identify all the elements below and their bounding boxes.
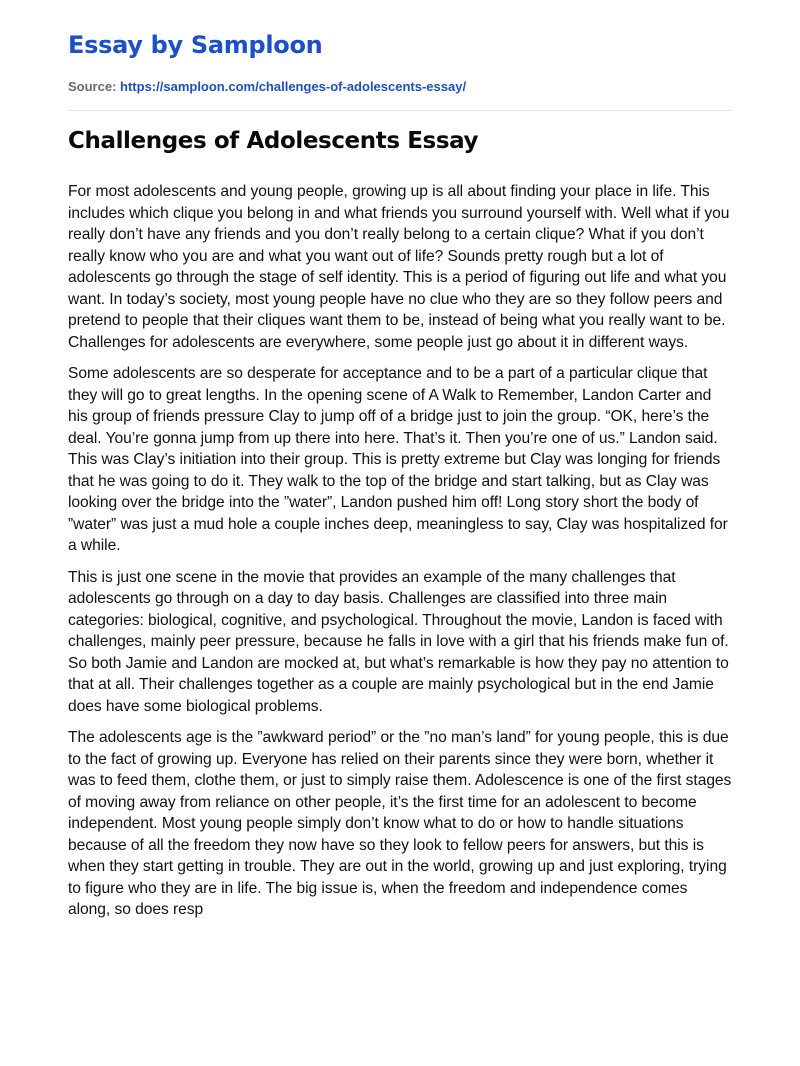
essay-paragraph: Some adolescents are so desperate for acceptance and to be a part of a particular clique that they will go to great lengths. In the opening scene of A Walk to Remember, Landon Carter and his group of friends pressure Clay to jump off of a bridge just to join the group. “OK, here’s the deal. You’re gonna jump from up there into here. That’s it. Then you’re one of us.” Landon said. This was Clay’s initiation into their group. This is pretty extreme but Clay was longing for friends that he was going to do it. They walk to the top of the bridge and start talking, but as Clay was looking over the bridge into the ”water”, Landon pushed him off! Long story short the body of ”water” was just a mud hole a couple inches deep, meaningless to say, Clay was hospitalized for a while. — [68, 365, 728, 554]
header-divider — [68, 110, 732, 111]
essay-title: Challenges of Adolescents Essay — [68, 128, 479, 154]
source-link[interactable]: https://samploon.com/challenges-of-adolescents-essay/ — [120, 79, 467, 94]
essay-paragraph: For most adolescents and young people, growing up is all about finding your place in life. This includes which clique you belong in and what friends you surround yourself with. Well what if you really don’t have any friends and you don’t really belong to a certain clique? What if you don’t really know who you are and what you want out of life? Sounds pretty rough but a lot of adolescents go through the stage of self identity. This is a period of figuring out life and what you want. In today’s society, most young people have no clue who they are so they follow peers and pretend to people that their cliques want them to be, instead of being what you really want to be. Challenges for adolescents are everywhere, some people just go about it in different ways. — [68, 183, 730, 351]
essay-body — [68, 181, 732, 921]
source-label: Source: — [68, 79, 117, 94]
brand-title: Essay by Samploon — [68, 31, 323, 59]
essay-paragraph: This is just one scene in the movie that provides an example of the many challenges that adolescents go through on a day to day basis. Challenges are classified into three main categories: biological, cognitive, and psychological. Throughout the movie, Landon is faced with challenges, mainly peer pressure, because he falls in love with a girl that his friends make fun of. So both Jamie and Landon are mocked at, but what’s remarkable is how they pay no attention to that at all. Their challenges together as a couple are mainly psychological but in the end Jamie does have some biological problems. — [68, 568, 729, 715]
source-line — [68, 78, 732, 96]
essay-paragraph: The adolescents age is the ”awkward period” or the ”no man’s land” for young people, this is due to the fact of growing up. Everyone has relied on their parents since they were born, whether it was to feed them, clothe them, or just to simply raise them. Adolescence is one of the first stages of moving away from reliance on other people, it’s the first time for an adolescent to become independent. Most young people simply don’t know what to do or how to handle situations because of all the freedom they now have so they look to fellow peers for answers, but this is when they start getting in trouble. They are out in the world, growing up and just exploring, trying to figure who they are in life. The big issue is, when the freedom and independence comes along, so does resp — [68, 729, 732, 918]
